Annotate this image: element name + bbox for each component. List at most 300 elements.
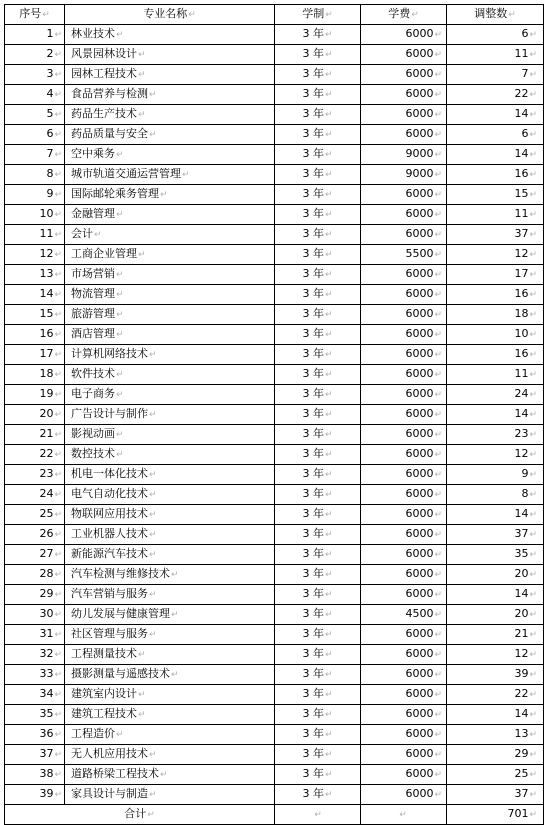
paragraph-mark: ↵ — [434, 50, 442, 60]
paragraph-mark: ↵ — [54, 50, 62, 60]
table-row — [5, 25, 544, 45]
row-name: 旅游管理↵ — [65, 305, 275, 325]
table-row — [5, 505, 544, 525]
paragraph-mark: ↵ — [529, 310, 537, 320]
row-count: 16↵ — [447, 345, 544, 365]
row-length: 3 年↵ — [275, 725, 361, 745]
row-fee: 6000↵ — [361, 685, 447, 705]
row-fee: 6000↵ — [361, 705, 447, 725]
paragraph-mark: ↵ — [54, 650, 62, 660]
paragraph-mark: ↵ — [314, 810, 322, 820]
paragraph-mark: ↵ — [434, 590, 442, 600]
paragraph-mark: ↵ — [182, 170, 190, 180]
row-fee: 6000↵ — [361, 665, 447, 685]
row-name: 林业技术↵ — [65, 25, 275, 45]
header-name: 专业名称↵ — [65, 5, 275, 25]
row-count: 22↵ — [447, 685, 544, 705]
paragraph-mark: ↵ — [434, 770, 442, 780]
row-name: 计算机网络技术↵ — [65, 345, 275, 365]
row-index: 24↵ — [5, 485, 65, 505]
paragraph-mark: ↵ — [54, 790, 62, 800]
row-index: 1↵ — [5, 25, 65, 45]
row-index: 19↵ — [5, 385, 65, 405]
paragraph-mark: ↵ — [324, 290, 333, 300]
row-fee: 6000↵ — [361, 65, 447, 85]
row-count: 11↵ — [447, 45, 544, 65]
row-count: 6↵ — [447, 125, 544, 145]
row-name: 新能源汽车技术↵ — [65, 545, 275, 565]
row-fee: 6000↵ — [361, 45, 447, 65]
paragraph-mark: ↵ — [529, 730, 537, 740]
paragraph-mark: ↵ — [54, 690, 62, 700]
paragraph-mark: ↵ — [529, 690, 537, 700]
paragraph-mark: ↵ — [147, 810, 155, 820]
table-row — [5, 645, 544, 665]
paragraph-mark: ↵ — [324, 570, 333, 580]
row-count: 21↵ — [447, 625, 544, 645]
row-count: 37↵ — [447, 525, 544, 545]
row-name: 道路桥梁工程技术↵ — [65, 765, 275, 785]
row-fee: 4500↵ — [361, 605, 447, 625]
row-fee: 6000↵ — [361, 205, 447, 225]
paragraph-mark: ↵ — [529, 770, 537, 780]
row-index: 32↵ — [5, 645, 65, 665]
paragraph-mark: ↵ — [324, 690, 333, 700]
table-row — [5, 365, 544, 385]
row-name: 软件技术↵ — [65, 365, 275, 385]
paragraph-mark: ↵ — [434, 690, 442, 700]
row-name: 汽车检测与维修技术↵ — [65, 565, 275, 585]
paragraph-mark: ↵ — [116, 330, 124, 340]
paragraph-mark: ↵ — [54, 210, 62, 220]
paragraph-mark: ↵ — [54, 430, 62, 440]
row-fee: 6000↵ — [361, 185, 447, 205]
paragraph-mark: ↵ — [54, 70, 62, 80]
row-index: 29↵ — [5, 585, 65, 605]
row-count: 22↵ — [447, 85, 544, 105]
paragraph-mark: ↵ — [529, 390, 537, 400]
paragraph-mark: ↵ — [171, 670, 179, 680]
row-count: 20↵ — [447, 565, 544, 585]
row-name: 物流管理↵ — [65, 285, 275, 305]
row-index: 18↵ — [5, 365, 65, 385]
paragraph-mark: ↵ — [54, 170, 62, 180]
paragraph-mark: ↵ — [138, 650, 146, 660]
paragraph-mark: ↵ — [529, 590, 537, 600]
paragraph-mark: ↵ — [324, 730, 333, 740]
paragraph-mark: ↵ — [138, 690, 146, 700]
paragraph-mark: ↵ — [116, 150, 124, 160]
row-fee: 6000↵ — [361, 345, 447, 365]
row-fee: 6000↵ — [361, 85, 447, 105]
paragraph-mark: ↵ — [529, 430, 537, 440]
total-count: 701↵ — [447, 805, 544, 825]
paragraph-mark: ↵ — [529, 250, 537, 260]
paragraph-mark: ↵ — [434, 490, 442, 500]
row-index: 25↵ — [5, 505, 65, 525]
row-index: 38↵ — [5, 765, 65, 785]
paragraph-mark: ↵ — [324, 310, 333, 320]
paragraph-mark: ↵ — [149, 130, 157, 140]
paragraph-mark: ↵ — [529, 510, 537, 520]
paragraph-mark: ↵ — [434, 130, 442, 140]
paragraph-mark: ↵ — [324, 430, 333, 440]
paragraph-mark: ↵ — [54, 590, 62, 600]
row-index: 34↵ — [5, 685, 65, 705]
paragraph-mark: ↵ — [434, 270, 442, 280]
row-index: 27↵ — [5, 545, 65, 565]
row-fee: 6000↵ — [361, 725, 447, 745]
paragraph-mark: ↵ — [434, 630, 442, 640]
row-index: 14↵ — [5, 285, 65, 305]
row-name: 幼儿发展与健康管理↵ — [65, 605, 275, 625]
row-name: 风景园林设计↵ — [65, 45, 275, 65]
paragraph-mark: ↵ — [434, 190, 442, 200]
row-name: 空中乘务↵ — [65, 145, 275, 165]
paragraph-mark: ↵ — [324, 170, 333, 180]
row-name: 药品质量与安全↵ — [65, 125, 275, 145]
row-index: 39↵ — [5, 785, 65, 805]
paragraph-mark: ↵ — [54, 330, 62, 340]
paragraph-mark: ↵ — [54, 750, 62, 760]
paragraph-mark: ↵ — [324, 130, 333, 140]
row-name: 工商企业管理↵ — [65, 245, 275, 265]
row-fee: 6000↵ — [361, 405, 447, 425]
paragraph-mark: ↵ — [54, 290, 62, 300]
paragraph-mark: ↵ — [54, 710, 62, 720]
paragraph-mark: ↵ — [324, 650, 333, 660]
paragraph-mark: ↵ — [434, 210, 442, 220]
row-fee: 6000↵ — [361, 545, 447, 565]
paragraph-mark: ↵ — [434, 290, 442, 300]
row-name: 会计↵ — [65, 225, 275, 245]
row-count: 12↵ — [447, 245, 544, 265]
row-fee: 6000↵ — [361, 425, 447, 445]
paragraph-mark: ↵ — [399, 810, 407, 820]
paragraph-mark: ↵ — [54, 150, 62, 160]
row-name: 金融管理↵ — [65, 205, 275, 225]
paragraph-mark: ↵ — [54, 490, 62, 500]
paragraph-mark: ↵ — [54, 130, 62, 140]
paragraph-mark: ↵ — [529, 790, 537, 800]
row-fee: 6000↵ — [361, 265, 447, 285]
paragraph-mark: ↵ — [54, 230, 62, 240]
row-count: 37↵ — [447, 785, 544, 805]
paragraph-mark: ↵ — [529, 290, 537, 300]
table-row — [5, 565, 544, 585]
table-row — [5, 85, 544, 105]
row-fee: 6000↵ — [361, 305, 447, 325]
paragraph-mark: ↵ — [434, 470, 442, 480]
row-length: 3 年↵ — [275, 765, 361, 785]
row-name: 工程测量技术↵ — [65, 645, 275, 665]
paragraph-mark: ↵ — [116, 210, 124, 220]
total-row — [5, 805, 544, 825]
row-length: 3 年↵ — [275, 185, 361, 205]
row-length: 3 年↵ — [275, 165, 361, 185]
paragraph-mark: ↵ — [116, 290, 124, 300]
paragraph-mark: ↵ — [434, 430, 442, 440]
paragraph-mark: ↵ — [324, 450, 333, 460]
row-fee: 6000↵ — [361, 585, 447, 605]
table-row — [5, 65, 544, 85]
paragraph-mark: ↵ — [529, 130, 537, 140]
paragraph-mark: ↵ — [324, 790, 333, 800]
paragraph-mark: ↵ — [434, 410, 442, 420]
row-index: 30↵ — [5, 605, 65, 625]
paragraph-mark: ↵ — [529, 370, 537, 380]
row-length: 3 年↵ — [275, 145, 361, 165]
table-row — [5, 485, 544, 505]
table-row — [5, 725, 544, 745]
row-length: 3 年↵ — [275, 785, 361, 805]
row-length: 3 年↵ — [275, 565, 361, 585]
total-fee-empty — [361, 805, 447, 825]
row-fee: 9000↵ — [361, 145, 447, 165]
table-row — [5, 525, 544, 545]
paragraph-mark: ↵ — [54, 670, 62, 680]
paragraph-mark: ↵ — [54, 110, 62, 120]
paragraph-mark: ↵ — [529, 30, 537, 40]
paragraph-mark: ↵ — [529, 670, 537, 680]
header-count: 调整数↵ — [447, 5, 544, 25]
paragraph-mark: ↵ — [434, 710, 442, 720]
paragraph-mark: ↵ — [324, 90, 333, 100]
row-length: 3 年↵ — [275, 225, 361, 245]
table-row — [5, 125, 544, 145]
paragraph-mark: ↵ — [149, 790, 157, 800]
row-fee: 6000↵ — [361, 25, 447, 45]
row-name: 无人机应用技术↵ — [65, 745, 275, 765]
table-row — [5, 585, 544, 605]
row-count: 29↵ — [447, 745, 544, 765]
row-count: 14↵ — [447, 585, 544, 605]
row-count: 14↵ — [447, 505, 544, 525]
row-length: 3 年↵ — [275, 585, 361, 605]
paragraph-mark: ↵ — [529, 270, 537, 280]
table-row — [5, 325, 544, 345]
paragraph-mark: ↵ — [149, 350, 157, 360]
row-count: 13↵ — [447, 725, 544, 745]
row-length: 3 年↵ — [275, 485, 361, 505]
row-count: 8↵ — [447, 485, 544, 505]
paragraph-mark: ↵ — [54, 190, 62, 200]
row-fee: 6000↵ — [361, 125, 447, 145]
paragraph-mark: ↵ — [54, 250, 62, 260]
row-index: 21↵ — [5, 425, 65, 445]
row-index: 26↵ — [5, 525, 65, 545]
row-length: 3 年↵ — [275, 105, 361, 125]
paragraph-mark: ↵ — [529, 330, 537, 340]
paragraph-mark: ↵ — [149, 550, 157, 560]
table-row — [5, 545, 544, 565]
row-count: 14↵ — [447, 405, 544, 425]
paragraph-mark: ↵ — [324, 350, 333, 360]
paragraph-mark: ↵ — [529, 710, 537, 720]
row-index: 23↵ — [5, 465, 65, 485]
total-length-empty — [275, 805, 361, 825]
row-name: 园林工程技术↵ — [65, 65, 275, 85]
row-index: 28↵ — [5, 565, 65, 585]
row-count: 6↵ — [447, 25, 544, 45]
paragraph-mark: ↵ — [54, 270, 62, 280]
row-length: 3 年↵ — [275, 385, 361, 405]
paragraph-mark: ↵ — [116, 730, 124, 740]
paragraph-mark: ↵ — [138, 110, 146, 120]
paragraph-mark: ↵ — [324, 410, 333, 420]
paragraph-mark: ↵ — [324, 610, 333, 620]
row-fee: 6000↵ — [361, 565, 447, 585]
paragraph-mark: ↵ — [324, 630, 333, 640]
row-fee: 6000↵ — [361, 485, 447, 505]
paragraph-mark: ↵ — [529, 150, 537, 160]
paragraph-mark: ↵ — [54, 610, 62, 620]
paragraph-mark: ↵ — [529, 350, 537, 360]
row-name: 建筑室内设计↵ — [65, 685, 275, 705]
row-fee: 6000↵ — [361, 785, 447, 805]
paragraph-mark: ↵ — [434, 550, 442, 560]
row-fee: 6000↵ — [361, 645, 447, 665]
row-name: 工程造价↵ — [65, 725, 275, 745]
paragraph-mark: ↵ — [324, 70, 333, 80]
table-row — [5, 205, 544, 225]
row-name: 摄影测量与遥感技术↵ — [65, 665, 275, 685]
row-fee: 6000↵ — [361, 525, 447, 545]
paragraph-mark: ↵ — [54, 470, 62, 480]
row-length: 3 年↵ — [275, 425, 361, 445]
table-row — [5, 785, 544, 805]
header-index: 序号↵ — [5, 5, 65, 25]
table-row — [5, 265, 544, 285]
paragraph-mark: ↵ — [324, 230, 333, 240]
paragraph-mark: ↵ — [324, 150, 333, 160]
table-row — [5, 625, 544, 645]
table-row — [5, 665, 544, 685]
row-length: 3 年↵ — [275, 125, 361, 145]
paragraph-mark: ↵ — [54, 350, 62, 360]
paragraph-mark: ↵ — [54, 730, 62, 740]
paragraph-mark: ↵ — [160, 770, 168, 780]
row-length: 3 年↵ — [275, 285, 361, 305]
paragraph-mark: ↵ — [324, 50, 333, 60]
paragraph-mark: ↵ — [434, 90, 442, 100]
paragraph-mark: ↵ — [434, 110, 442, 120]
table-row — [5, 605, 544, 625]
row-length: 3 年↵ — [275, 405, 361, 425]
paragraph-mark: ↵ — [434, 170, 442, 180]
row-count: 25↵ — [447, 765, 544, 785]
paragraph-mark: ↵ — [138, 50, 146, 60]
paragraph-mark: ↵ — [116, 430, 124, 440]
row-count: 37↵ — [447, 225, 544, 245]
paragraph-mark: ↵ — [529, 530, 537, 540]
row-count: 14↵ — [447, 145, 544, 165]
paragraph-mark: ↵ — [434, 330, 442, 340]
paragraph-mark: ↵ — [324, 750, 333, 760]
row-count: 15↵ — [447, 185, 544, 205]
row-index: 35↵ — [5, 705, 65, 725]
row-count: 14↵ — [447, 705, 544, 725]
paragraph-mark: ↵ — [529, 410, 537, 420]
paragraph-mark: ↵ — [94, 230, 102, 240]
paragraph-mark: ↵ — [434, 510, 442, 520]
paragraph-mark: ↵ — [116, 450, 124, 460]
paragraph-mark: ↵ — [529, 170, 537, 180]
paragraph-mark: ↵ — [324, 530, 333, 540]
table-row — [5, 145, 544, 165]
paragraph-mark: ↵ — [324, 270, 333, 280]
paragraph-mark: ↵ — [54, 410, 62, 420]
row-index: 17↵ — [5, 345, 65, 365]
paragraph-mark: ↵ — [149, 590, 157, 600]
paragraph-mark: ↵ — [529, 230, 537, 240]
row-index: 5↵ — [5, 105, 65, 125]
paragraph-mark: ↵ — [149, 750, 157, 760]
paragraph-mark: ↵ — [324, 490, 333, 500]
paragraph-mark: ↵ — [149, 490, 157, 500]
header-fee: 学费↵ — [361, 5, 447, 25]
paragraph-mark: ↵ — [324, 250, 333, 260]
paragraph-mark: ↵ — [324, 330, 333, 340]
enrollment-table — [4, 4, 544, 825]
table-row — [5, 185, 544, 205]
paragraph-mark: ↵ — [324, 210, 333, 220]
paragraph-mark: ↵ — [529, 70, 537, 80]
row-name: 物联网应用技术↵ — [65, 505, 275, 525]
paragraph-mark: ↵ — [529, 90, 537, 100]
table-row — [5, 465, 544, 485]
row-name: 家具设计与制造↵ — [65, 785, 275, 805]
row-index: 16↵ — [5, 325, 65, 345]
row-length: 3 年↵ — [275, 605, 361, 625]
table-row — [5, 705, 544, 725]
paragraph-mark: ↵ — [138, 250, 146, 260]
table-row — [5, 345, 544, 365]
row-fee: 6000↵ — [361, 625, 447, 645]
row-name: 市场营销↵ — [65, 265, 275, 285]
row-length: 3 年↵ — [275, 85, 361, 105]
table-row — [5, 685, 544, 705]
paragraph-mark: ↵ — [116, 30, 124, 40]
row-length: 3 年↵ — [275, 305, 361, 325]
row-count: 7↵ — [447, 65, 544, 85]
row-fee: 6000↵ — [361, 365, 447, 385]
row-count: 24↵ — [447, 385, 544, 405]
row-name: 食品营养与检测↵ — [65, 85, 275, 105]
paragraph-mark: ↵ — [529, 550, 537, 560]
paragraph-mark: ↵ — [529, 470, 537, 480]
row-fee: 6000↵ — [361, 225, 447, 245]
row-name: 国际邮轮乘务管理↵ — [65, 185, 275, 205]
row-index: 37↵ — [5, 745, 65, 765]
paragraph-mark: ↵ — [529, 570, 537, 580]
row-count: 17↵ — [447, 265, 544, 285]
row-index: 4↵ — [5, 85, 65, 105]
paragraph-mark: ↵ — [434, 610, 442, 620]
row-index: 33↵ — [5, 665, 65, 685]
paragraph-mark: ↵ — [324, 770, 333, 780]
paragraph-mark: ↵ — [529, 450, 537, 460]
row-length: 3 年↵ — [275, 245, 361, 265]
paragraph-mark: ↵ — [324, 590, 333, 600]
row-name: 酒店管理↵ — [65, 325, 275, 345]
row-length: 3 年↵ — [275, 265, 361, 285]
row-fee: 9000↵ — [361, 165, 447, 185]
row-count: 10↵ — [447, 325, 544, 345]
paragraph-mark: ↵ — [434, 750, 442, 760]
table-row — [5, 245, 544, 265]
paragraph-mark: ↵ — [54, 390, 62, 400]
